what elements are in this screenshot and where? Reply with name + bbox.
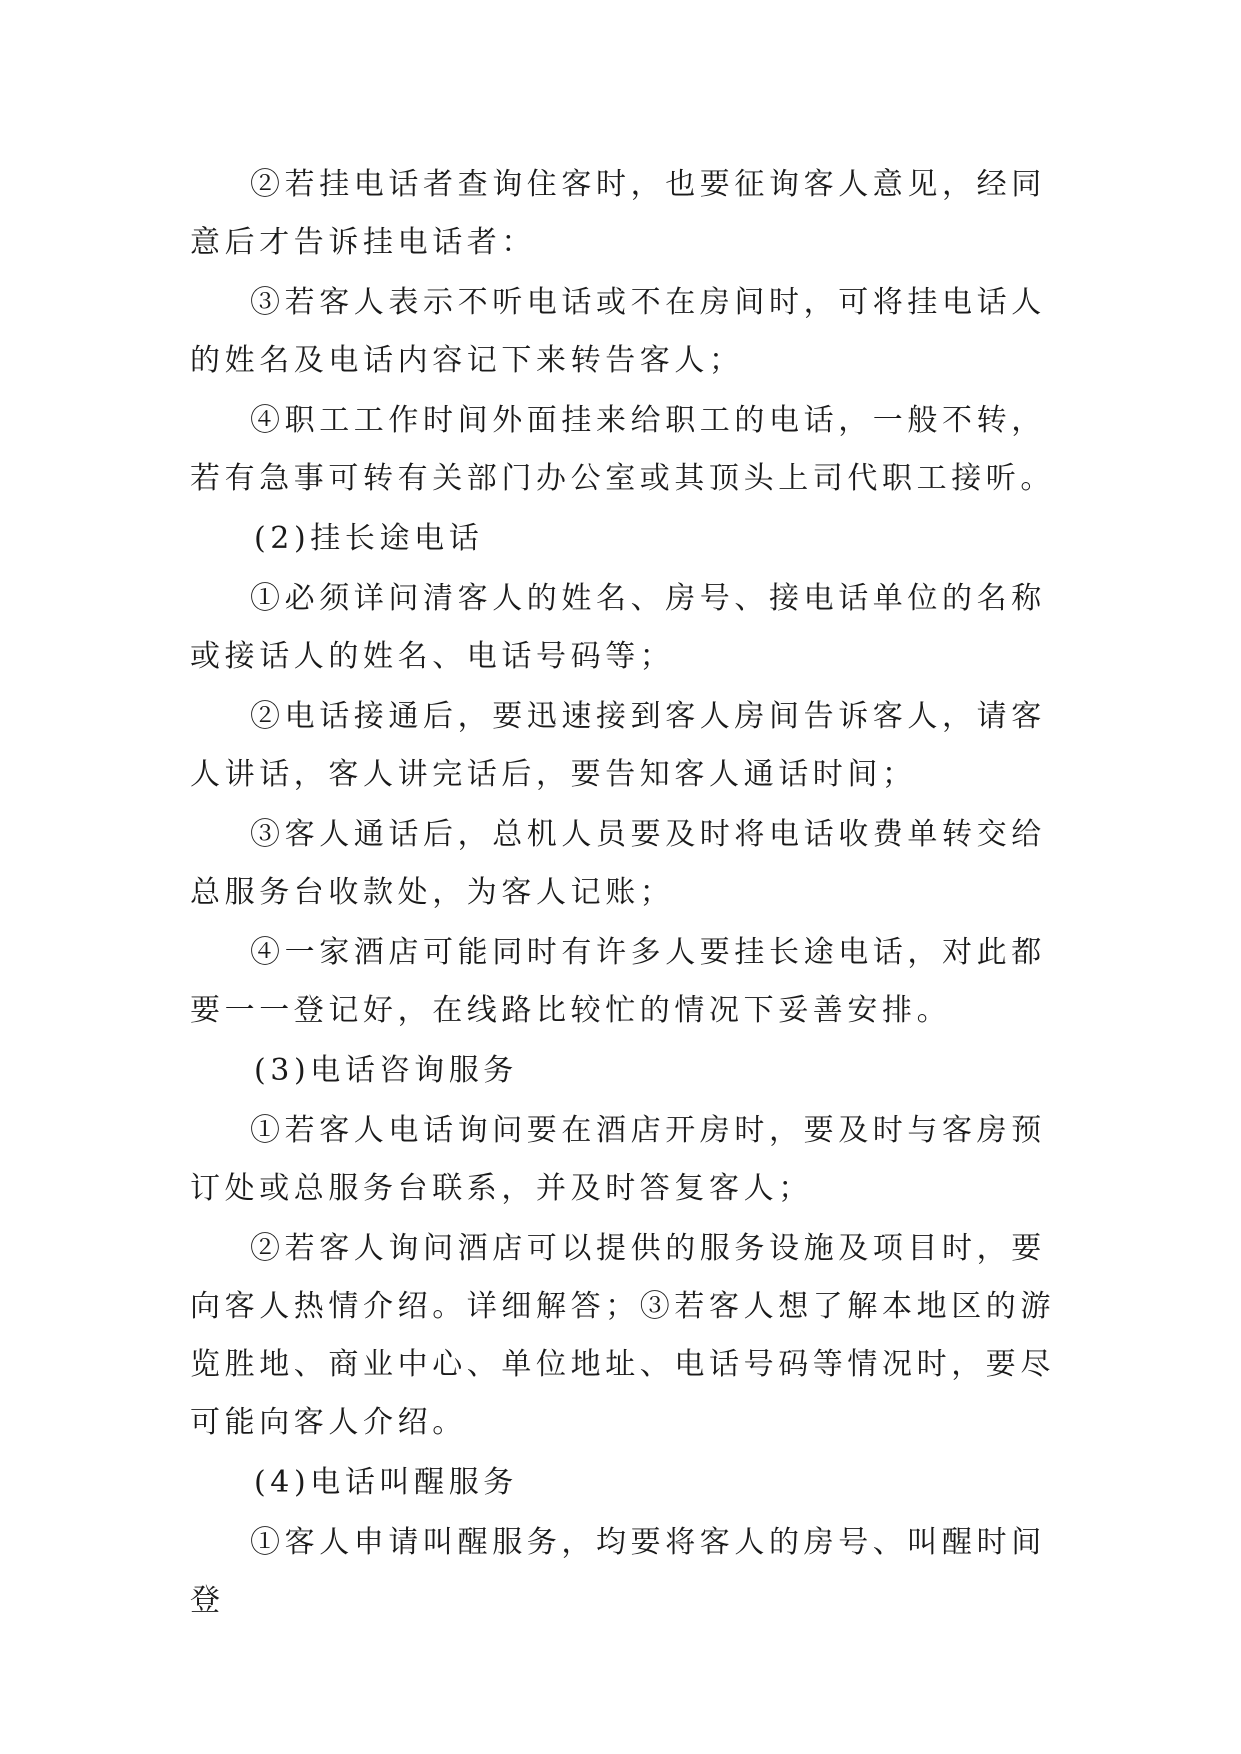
section-heading-long-distance: (2)挂长途电话 <box>254 521 484 556</box>
paragraph-guest-refuses-call: ③若客人表示不听电话或不在房间时，可将挂电话人的姓名及电话内容记下来转告客人； <box>190 285 1046 378</box>
paragraph-long-distance-4: ④一家酒店可能同时有许多人要挂长途电话，对此都要一一登记好，在线路比较忙的情况下妥善安排。 <box>190 935 1046 1028</box>
paragraph-inquiry-2: ②若客人询问酒店可以提供的服务设施及项目时，要向客人热情介绍。详细解答；③若客人想了解本地区的游览胜地、商业中心、单位地址、电话号码等情况时，要尽可能向客人介绍。 <box>190 1231 1055 1440</box>
paragraph-long-distance-2: ②电话接通后，要迅速接到客人房间告诉客人，请客人讲话，客人讲完话后，要告知客人通话时间； <box>190 699 1046 792</box>
paragraph-staff-calls: ④职工工作时间外面挂来给职工的电话，一般不转，若有急事可转有关部门办公室或其顶头上司代职工接听。 <box>190 403 1055 496</box>
paragraph-query-guest: ②若挂电话者查询住客时，也要征询客人意见，经同意后才告诉挂电话者： <box>190 167 1046 260</box>
section-heading-phone-inquiry: (3)电话咨询服务 <box>254 1053 518 1088</box>
paragraph-wakeup-1: ①客人申请叫醒服务，均要将客人的房号、叫醒时间登 <box>190 1525 1046 1618</box>
paragraph-long-distance-3: ③客人通话后，总机人员要及时将电话收费单转交给总服务台收款处，为客人记账； <box>190 817 1046 910</box>
paragraph-long-distance-1: ①必须详问清客人的姓名、房号、接电话单位的名称或接话人的姓名、电话号码等； <box>190 581 1046 674</box>
document-body <box>190 156 1070 1632</box>
section-heading-wakeup: (4)电话叫醒服务 <box>254 1465 518 1500</box>
paragraph-inquiry-1: ①若客人电话询问要在酒店开房时，要及时与客房预订处或总服务台联系，并及时答复客人； <box>190 1113 1046 1206</box>
